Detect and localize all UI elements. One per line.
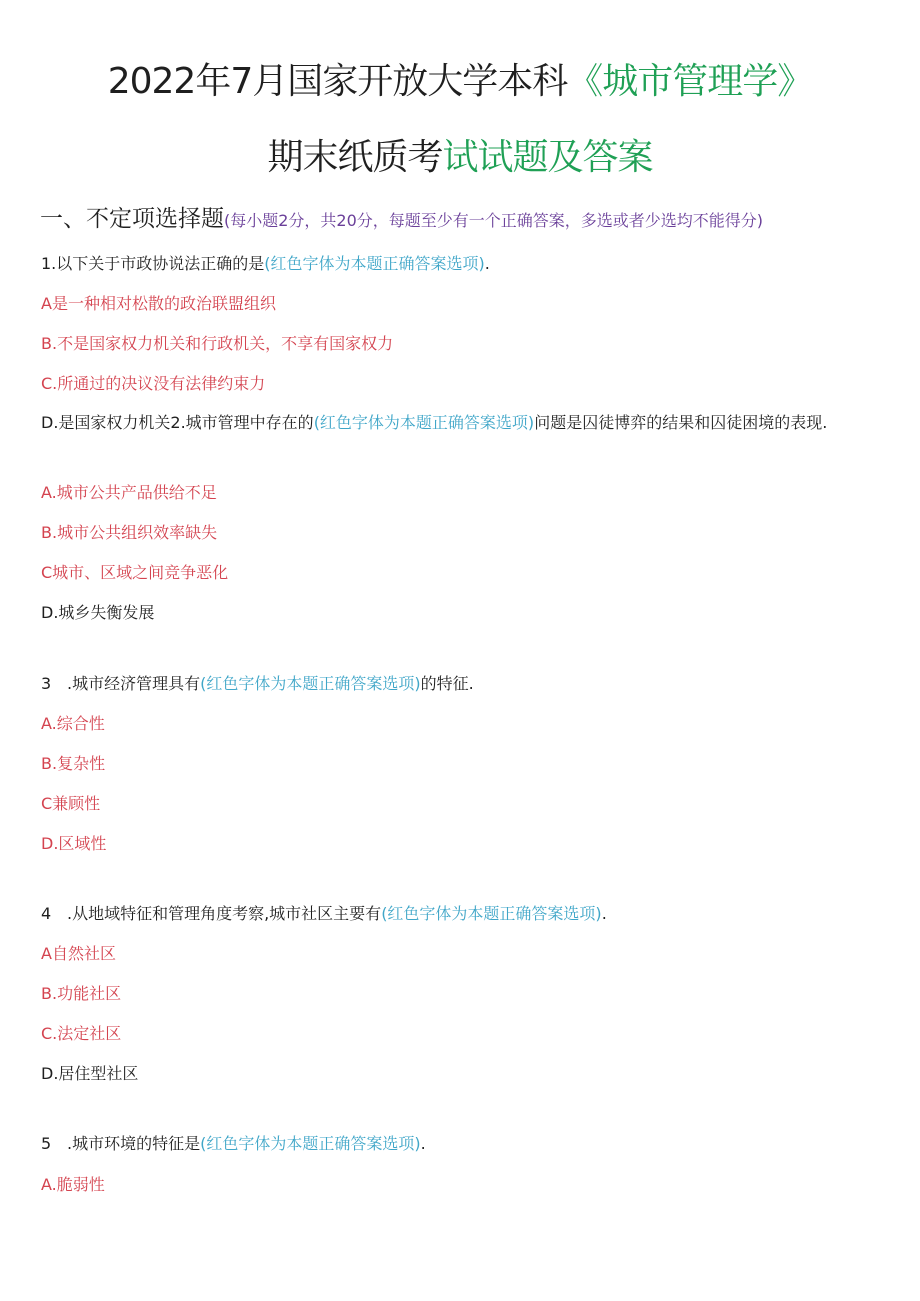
question-4-option-b: B.功能社区 <box>41 984 122 1003</box>
answer-hint: (红色字体为本题正确答案选项) <box>200 674 421 693</box>
question-2-end: 问题是囚徒博弈的结果和囚徒困境的表现. <box>534 413 828 432</box>
answer-hint: (红色字体为本题正确答案选项) <box>200 1134 421 1153</box>
answer-hint: (红色字体为本题正确答案选项) <box>264 254 485 273</box>
question-3-option-b: B.复杂性 <box>41 754 106 773</box>
section-title: 一、不定项选择题 <box>40 206 224 232</box>
question-3-text: .城市经济管理具有 <box>67 674 201 693</box>
title-exam-text: 期末纸质考 <box>267 137 443 178</box>
document-title-line-1 <box>0 60 920 104</box>
question-4-option-d: D.居住型社区 <box>41 1064 139 1083</box>
question-4-text: .从地域特征和管理角度考察,城市社区主要有 <box>67 904 382 923</box>
question-3-option-d: D.区域性 <box>41 834 107 853</box>
question-1-text: 1.以下关于市政协说法正确的是 <box>41 254 265 273</box>
question-2-option-c: C城市、区域之间竞争恶化 <box>41 563 229 582</box>
answer-hint: (红色字体为本题正确答案选项) <box>381 904 602 923</box>
question-2-option-a: A.城市公共产品供给不足 <box>41 483 217 502</box>
section-heading <box>40 200 763 233</box>
question-3-number: 3 <box>41 674 52 693</box>
question-1-option-c: C.所通过的决议没有法律约束力 <box>41 374 266 393</box>
question-5-number: 5 <box>41 1134 52 1153</box>
question-3-stem <box>41 674 474 694</box>
question-4-end: . <box>601 904 607 923</box>
question-3-option-c: C兼顾性 <box>41 794 101 813</box>
question-4-stem <box>41 904 607 924</box>
title-year-text: 2022年7月国家开放大学本科 <box>107 61 568 102</box>
question-4-number: 4 <box>41 904 52 923</box>
question-3-option-a: A.综合性 <box>41 714 105 733</box>
question-5-option-a: A.脆弱性 <box>41 1175 105 1194</box>
answer-hint: (红色字体为本题正确答案选项) <box>313 413 535 432</box>
document-title-line-2 <box>0 136 920 180</box>
question-2-stem <box>41 408 881 437</box>
question-4-option-a: A自然社区 <box>41 944 116 963</box>
question-1-option-a: A是一种相对松散的政治联盟组织 <box>41 294 276 313</box>
question-5-end: . <box>420 1134 426 1153</box>
question-2-text: D.是国家权力机关2.城市管理中存在的 <box>41 413 314 432</box>
question-4-option-c: C.法定社区 <box>41 1024 122 1043</box>
question-1-stem <box>41 254 490 274</box>
question-1-end: . <box>484 254 490 273</box>
question-5-text: .城市环境的特征是 <box>67 1134 201 1153</box>
question-5-stem <box>41 1134 426 1154</box>
question-3-end: 的特征. <box>420 674 474 693</box>
title-answers-text: 试试题及答案 <box>442 137 653 178</box>
question-2-option-b: B.城市公共组织效率缺失 <box>41 523 218 542</box>
section-note: (每小题2分，共20分，每题至少有一个正确答案，多选或者少选均不能得分) <box>224 211 764 230</box>
title-course-text: 《城市管理学》 <box>567 61 813 102</box>
question-2-option-d: D.城乡失衡发展 <box>41 603 155 622</box>
question-1-option-b: B.不是国家权力机关和行政机关，不享有国家权力 <box>41 334 394 353</box>
